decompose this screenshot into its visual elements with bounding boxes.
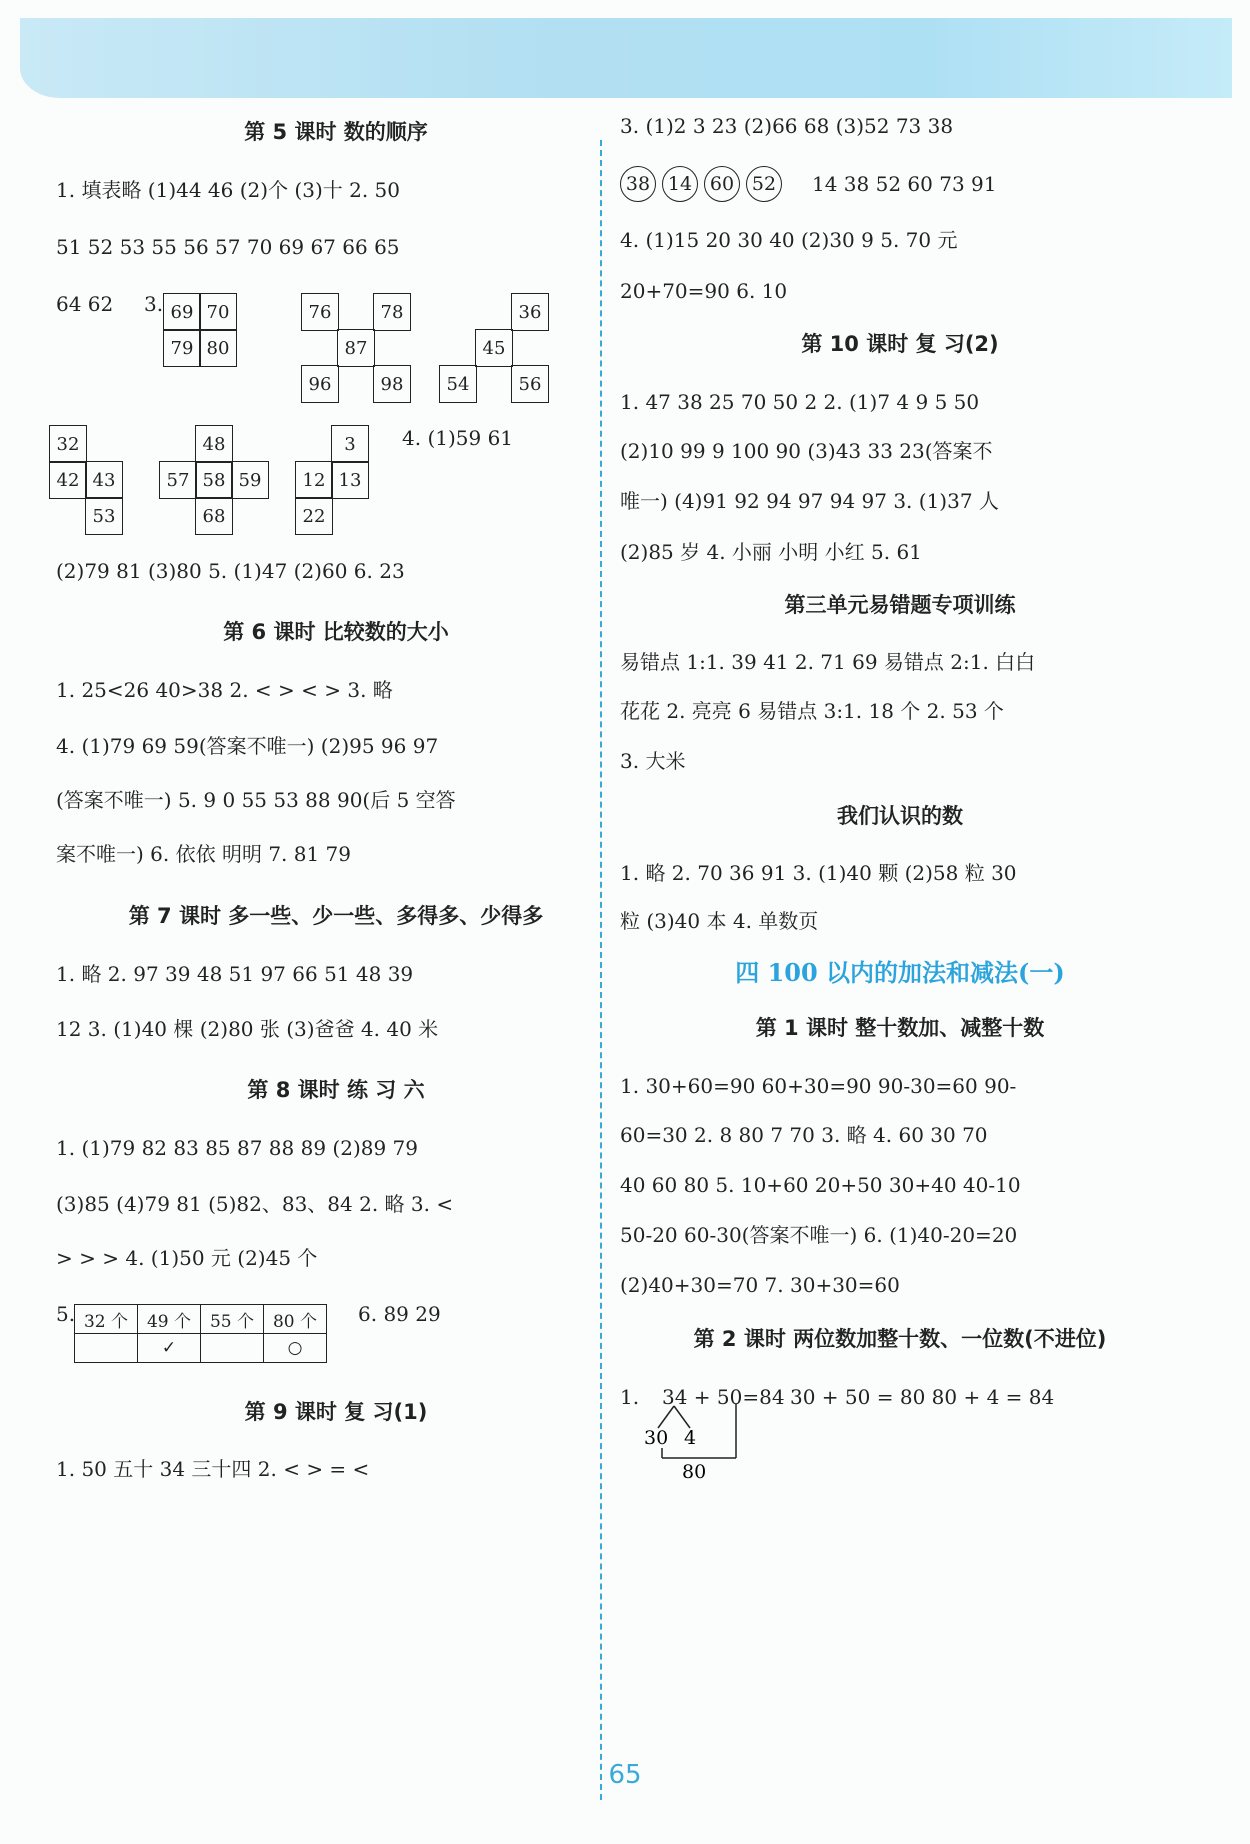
page-number: 65 bbox=[608, 1760, 642, 1790]
answer-line: (3)85 (4)79 81 (5)82、83、84 2. 略 3. < bbox=[56, 1192, 454, 1216]
grid-empty bbox=[440, 294, 476, 330]
column-divider bbox=[600, 140, 602, 1800]
table-cell bbox=[201, 1334, 264, 1363]
answer-line: (2)79 81 (3)80 5. (1)47 (2)60 6. 23 bbox=[56, 559, 405, 583]
grid-empty bbox=[440, 330, 476, 366]
grid-cell: 57 bbox=[159, 461, 197, 499]
section-title: 第三单元易错题专项训练 bbox=[784, 593, 1016, 617]
number-grid bbox=[50, 426, 158, 534]
answer-line: 14 38 52 60 73 91 bbox=[812, 172, 997, 196]
grid-empty bbox=[160, 498, 196, 534]
grid-empty bbox=[476, 294, 512, 330]
grid-cell: 54 bbox=[439, 365, 477, 403]
section-title: 第 5 课时 数的顺序 bbox=[244, 120, 428, 144]
grid-empty bbox=[236, 294, 272, 330]
grid-empty bbox=[122, 462, 158, 498]
number-grid bbox=[160, 426, 268, 534]
answer-line: 1. 30+60=90 60+30=90 90-30=60 90- bbox=[620, 1074, 1017, 1098]
grid-cell: 69 bbox=[163, 293, 201, 331]
grid-cell: 42 bbox=[49, 461, 87, 499]
grid-empty bbox=[200, 366, 236, 402]
grid-cell: 48 bbox=[195, 425, 233, 463]
answer-line: 50-20 60-30(答案不唯一) 6. (1)40-20=20 bbox=[620, 1223, 1018, 1247]
answer-line: 4. (1)79 69 59(答案不唯一) (2)95 96 97 bbox=[56, 734, 439, 758]
answer-line: 唯一) (4)91 92 94 97 94 97 3. (1)37 人 bbox=[620, 489, 999, 513]
answer-line: 粒 (3)40 本 4. 单数页 bbox=[620, 909, 819, 933]
grid-cell: 78 bbox=[373, 293, 411, 331]
grid-cell: 53 bbox=[85, 497, 123, 535]
split-part: 4 bbox=[684, 1427, 697, 1449]
answer-line: (2)10 99 9 100 90 (3)43 33 23(答案不 bbox=[620, 439, 993, 463]
table-header-cell: 49 个 bbox=[138, 1305, 201, 1334]
answer-line: 5. bbox=[56, 1302, 76, 1326]
grid-empty bbox=[332, 498, 368, 534]
grid-empty bbox=[296, 426, 332, 462]
header-band bbox=[20, 18, 1232, 98]
grid-cell: 3 bbox=[331, 425, 369, 463]
answer-line: 1. bbox=[620, 1385, 640, 1409]
circle-mark: ○ bbox=[264, 1334, 327, 1363]
grid-cell: 68 bbox=[195, 497, 233, 535]
grid-empty bbox=[164, 366, 200, 402]
answer-line: 3. bbox=[144, 292, 164, 316]
grid-empty bbox=[122, 498, 158, 534]
answer-line: 4. (1)15 20 30 40 (2)30 9 5. 70 元 bbox=[620, 228, 958, 252]
grid-empty bbox=[50, 498, 86, 534]
grid-empty bbox=[368, 498, 404, 534]
section-title: 第 7 课时 多一些、少一些、多得多、少得多 bbox=[128, 904, 544, 928]
circled-numbers bbox=[620, 166, 788, 202]
circled-number: 60 bbox=[704, 166, 740, 202]
number-grid bbox=[296, 426, 404, 534]
grid-cell: 12 bbox=[295, 461, 333, 499]
answer-line: 案不唯一) 6. 依依 明明 7. 81 79 bbox=[56, 842, 352, 866]
grid-empty bbox=[368, 426, 404, 462]
grid-cell: 22 bbox=[295, 497, 333, 535]
number-grid bbox=[440, 294, 548, 402]
grid-cell: 58 bbox=[195, 461, 233, 499]
table-header-cell: 80 个 bbox=[264, 1305, 327, 1334]
section-title: 第 2 课时 两位数加整十数、一位数(不进位) bbox=[693, 1327, 1107, 1351]
equation: 34 + 50=84 bbox=[662, 1385, 785, 1409]
grid-empty bbox=[160, 426, 196, 462]
decomposition-diagram bbox=[640, 1404, 760, 1484]
answer-line: > > > 4. (1)50 元 (2)45 个 bbox=[56, 1246, 318, 1270]
grid-empty bbox=[374, 330, 410, 366]
grid-empty bbox=[302, 330, 338, 366]
number-grid bbox=[164, 294, 272, 402]
circled-number: 52 bbox=[746, 166, 782, 202]
grid-cell: 32 bbox=[49, 425, 87, 463]
grid-empty bbox=[232, 498, 268, 534]
answer-line: (2)85 岁 4. 小丽 小明 小红 5. 61 bbox=[620, 540, 922, 564]
grid-empty bbox=[236, 366, 272, 402]
grid-cell: 79 bbox=[163, 329, 201, 367]
answer-line: 51 52 53 55 56 57 70 69 67 66 65 bbox=[56, 235, 400, 259]
grid-cell: 59 bbox=[231, 461, 269, 499]
partial-sum: 80 bbox=[682, 1461, 707, 1483]
answer-line: 60=30 2. 8 80 7 70 3. 略 4. 60 30 70 bbox=[620, 1123, 988, 1147]
section-title: 我们认识的数 bbox=[837, 804, 963, 828]
answer-line: 花花 2. 亮亮 6 易错点 3:1. 18 个 2. 53 个 bbox=[620, 699, 1004, 723]
circled-number: 14 bbox=[662, 166, 698, 202]
unit-title: 四 100 以内的加法和减法(一) bbox=[735, 958, 1065, 987]
grid-empty bbox=[368, 462, 404, 498]
answer-line: 3. (1)2 3 23 (2)66 68 (3)52 73 38 bbox=[620, 114, 954, 138]
grid-cell: 56 bbox=[511, 365, 549, 403]
table-header-cell: 32 个 bbox=[75, 1305, 138, 1334]
check-mark: ✓ bbox=[138, 1334, 201, 1363]
grid-empty bbox=[236, 330, 272, 366]
answer-line: 1. 填表略 (1)44 46 (2)个 (3)十 2. 50 bbox=[56, 178, 401, 202]
table-header-cell: 55 个 bbox=[201, 1305, 264, 1334]
answer-line: 20+70=90 6. 10 bbox=[620, 279, 788, 303]
branch-line bbox=[674, 1406, 690, 1428]
answer-line: 1. 略 2. 70 36 91 3. (1)40 颗 (2)58 粒 30 bbox=[620, 861, 1017, 885]
section-title: 第 1 课时 整十数加、减整十数 bbox=[755, 1016, 1045, 1040]
answer-table bbox=[74, 1304, 327, 1363]
answer-line: 4. (1)59 61 bbox=[402, 426, 514, 450]
grid-cell: 96 bbox=[301, 365, 339, 403]
answer-line: (答案不唯一) 5. 9 0 55 53 88 90(后 5 空答 bbox=[56, 788, 456, 812]
branch-line bbox=[658, 1406, 674, 1428]
answer-line: 易错点 1:1. 39 41 2. 71 69 易错点 2:1. 白白 bbox=[620, 650, 1036, 674]
answer-line: (2)40+30=70 7. 30+30=60 bbox=[620, 1273, 900, 1297]
answer-line: 64 62 bbox=[56, 292, 114, 316]
split-part: 30 bbox=[644, 1427, 669, 1449]
section-title: 第 10 课时 复 习(2) bbox=[801, 332, 999, 356]
table-cell bbox=[75, 1334, 138, 1363]
grid-empty bbox=[122, 426, 158, 462]
grid-empty bbox=[338, 366, 374, 402]
answer-line: 6. 89 29 bbox=[358, 1302, 441, 1326]
grid-empty bbox=[512, 330, 548, 366]
grid-empty bbox=[86, 426, 122, 462]
section-title: 第 8 课时 练 习 六 bbox=[247, 1078, 425, 1102]
answer-line: 40 60 80 5. 10+60 20+50 30+40 40-10 bbox=[620, 1173, 1021, 1197]
grid-cell: 36 bbox=[511, 293, 549, 331]
section-title: 第 9 课时 复 习(1) bbox=[244, 1400, 428, 1424]
grid-cell: 87 bbox=[337, 329, 375, 367]
answer-line: 30 + 50 = 80 80 + 4 = 84 bbox=[790, 1385, 1055, 1409]
grid-empty bbox=[338, 294, 374, 330]
answer-line: 1. 50 五十 34 三十四 2. < > = < bbox=[56, 1457, 370, 1481]
answer-line: 1. (1)79 82 83 85 87 88 89 (2)89 79 bbox=[56, 1136, 419, 1160]
grid-cell: 80 bbox=[199, 329, 237, 367]
grid-cell: 98 bbox=[373, 365, 411, 403]
answer-line: 1. 47 38 25 70 50 2 2. (1)7 4 9 5 50 bbox=[620, 390, 980, 414]
grid-empty bbox=[476, 366, 512, 402]
grid-cell: 13 bbox=[331, 461, 369, 499]
answer-line: 1. 略 2. 97 39 48 51 97 66 51 48 39 bbox=[56, 962, 414, 986]
answer-line: 3. 大米 bbox=[620, 749, 686, 773]
grid-empty bbox=[232, 426, 268, 462]
section-title: 第 6 课时 比较数的大小 bbox=[223, 620, 449, 644]
grid-cell: 70 bbox=[199, 293, 237, 331]
answer-line: 1. 25<26 40>38 2. < > < > 3. 略 bbox=[56, 678, 393, 702]
circled-number: 38 bbox=[620, 166, 656, 202]
number-grid bbox=[302, 294, 410, 402]
grid-cell: 76 bbox=[301, 293, 339, 331]
grid-cell: 45 bbox=[475, 329, 513, 367]
grid-cell: 43 bbox=[85, 461, 123, 499]
answer-line: 12 3. (1)40 棵 (2)80 张 (3)爸爸 4. 40 米 bbox=[56, 1017, 439, 1041]
